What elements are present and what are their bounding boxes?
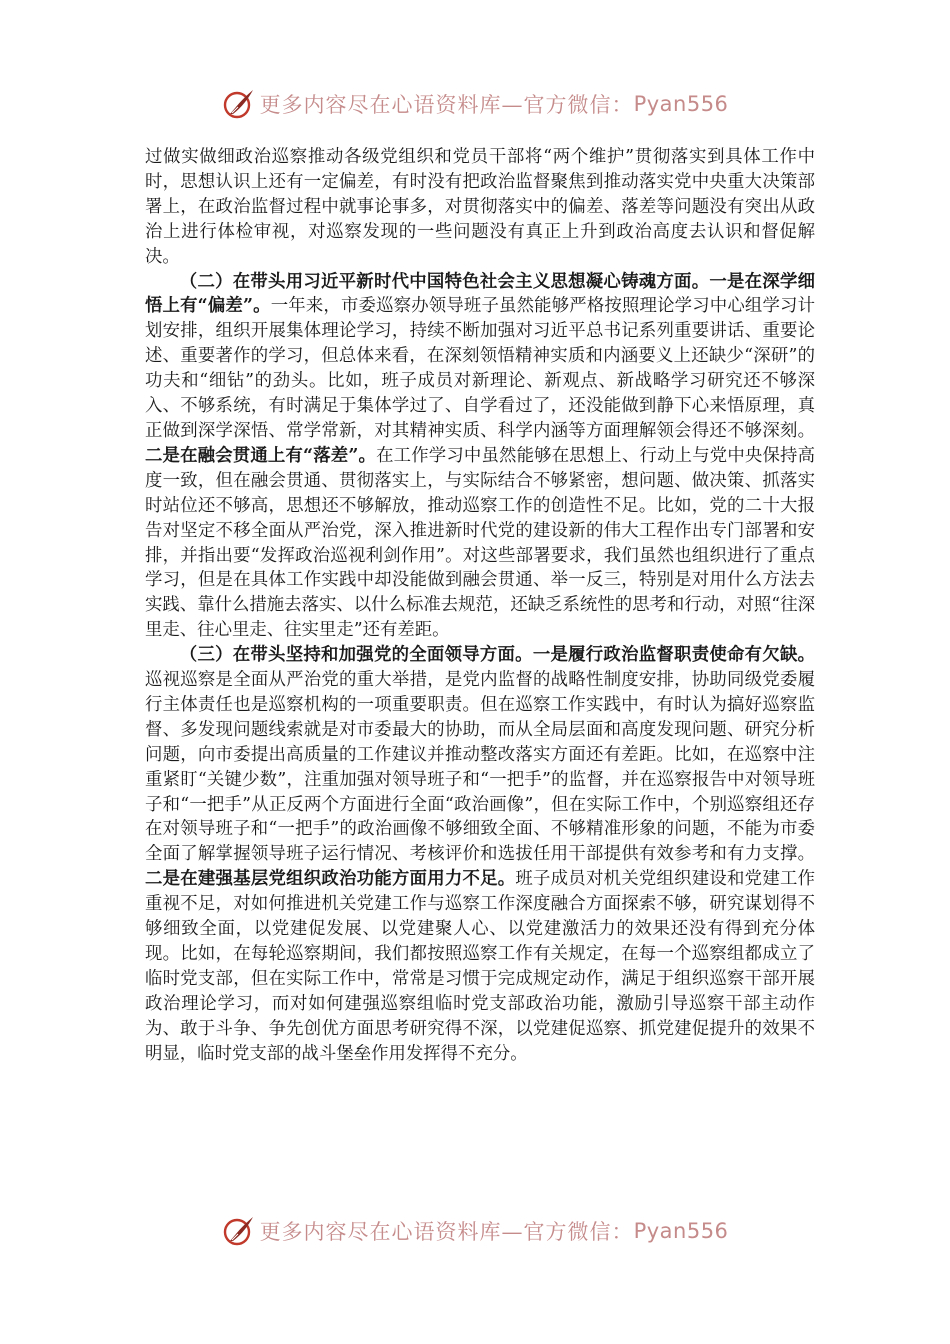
paragraph-3-heading: （三）在带头坚持和加强党的全面领导方面。一是履行政治监督职责使命有欠缺。: [179, 645, 815, 666]
feather-pen-seal-icon: [222, 87, 256, 121]
watermark-text: 更多内容尽在心语资料库—官方微信：: [259, 1220, 634, 1244]
watermark-wechat-id: Pyan556: [633, 1219, 729, 1243]
watermark-text: 更多内容尽在心语资料库—官方微信：: [259, 93, 634, 117]
paragraph-1: [145, 145, 815, 270]
paragraph-3-text: 巡视巡察是全面从严治党的重大举措，是党内监督的战略性制度安排，协助同级党委履行主体责任也是巡察机构的一项重要职责。但在巡察工作实践中，有时认为搞好巡察监督、多发现问题线索就是对市委最大的协助，而从全局层面和高度发现问题、研究分析问题，向市委提出高质量的工作建议并推动整改落实方面还有差距。比如，在巡察中注重紧盯“关键少数”，注重加强对领导班子和“一把手”的监督，并在巡察报告中对领导班子和“一把手”从正反两个方面进行全面“政治画像”，但在实际工作中，个别巡察组还存在对领导班子和“一把手”的政治画像不够细致全面、不够精准形象的问题，不能为市委全面了解掌握领导班子运行情况、考核评价和选拔任用干部提供有效参考和有力支撑。: [145, 670, 815, 865]
paragraph-1-text: 过做实做细政治巡察推动各级党组织和党员干部将“两个维护”贯彻落实到具体工作中时，思想认识上还有一定偏差，有时没有把政治监督聚焦到推动落实党中央重大决策部署上，在政治监督过程中就事论事多，对贯彻落实中的偏差、落差等问题没有突出从政治上进行体检审视，对巡察发现的一些问题没有真正上升到政治高度去认识和督促解决。: [145, 147, 815, 267]
paragraph-3-subheading: 二是在建强基层党组织政治功能方面用力不足。: [145, 869, 516, 890]
paragraph-2-text: 一年来，市委巡察办领导班子虽然能够严格按照理论学习中心组学习计划安排，组织开展集体理论学习，持续不断加强对习近平总书记系列重要讲话、重要论述、重要著作的学习，但总体来看，在深刻领悟精神实质和内涵要义上还缺少“深研”的功夫和“细钻”的劲头。比如，班子成员对新理论、新观点、新战略学习研究还不够深入、不够系统，有时满足于集体学过了、自学看过了，还没能做到静下心来悟原理，真正做到深学深悟、常学常新，对其精神实质、科学内涵等方面理解领会得还不够深刻。: [145, 296, 815, 441]
watermark-header: [0, 84, 950, 124]
paragraph-2: [145, 270, 815, 644]
paragraph-2-heading: （二）在带头用习近平新时代中国特色社会主义思想凝心铸魂方面。一是在深学细悟上有“偏差”。: [145, 271, 815, 317]
feather-pen-seal-icon: [222, 1214, 256, 1248]
watermark-wechat-id: Pyan556: [633, 92, 729, 116]
paragraph-3: [145, 643, 815, 1066]
watermark-footer: [0, 1211, 950, 1251]
document-body: [145, 145, 815, 1067]
paragraph-2-text-2: 在工作学习中虽然能够在思想上、行动上与党中央保持高度一致，但在融会贯通、贯彻落实上，与实际结合不够紧密，想问题、做决策、抓落实时站位还不够高，思想还不够解放，推动巡察工作的创造性不足。比如，党的二十大报告对坚定不移全面从严治党，深入推进新时代党的建设新的伟大工程作出专门部署和安排，并指出要“发挥政治巡视利剑作用”。对这些部署要求，我们虽然也组织进行了重点学习，但是在具体工作实践中却没能做到融会贯通、举一反三，特别是对用什么方法去实践、靠什么措施去落实、以什么标准去规范，还缺乏系统性的思考和行动，对照“往深里走、往心里走、往实里走”还有差距。: [145, 445, 815, 641]
paragraph-2-subheading: 二是在融会贯通上有“落差”。: [145, 445, 377, 466]
paragraph-3-text-2: 班子成员对机关党组织建设和党建工作重视不足，对如何推进机关党建工作与巡察工作深度融合方面探索不够，研究谋划得不够细致全面，以党建促发展、以党建聚人心、以党建激活力的效果还没有得到充分体现。比如，在每轮巡察期间，我们都按照巡察工作有关规定，在每一个巡察组都成立了临时党支部，但在实际工作中，常常是习惯于完成规定动作，满足于组织巡察干部开展政治理论学习，而对如何建强巡察组临时党支部政治功能，激励引导巡察干部主动作为、敢于斗争、争先创优方面思考研究得不深，以党建促巡察、抓党建促提升的效果不明显，临时党支部的战斗堡垒作用发挥得不充分。: [145, 869, 815, 1064]
